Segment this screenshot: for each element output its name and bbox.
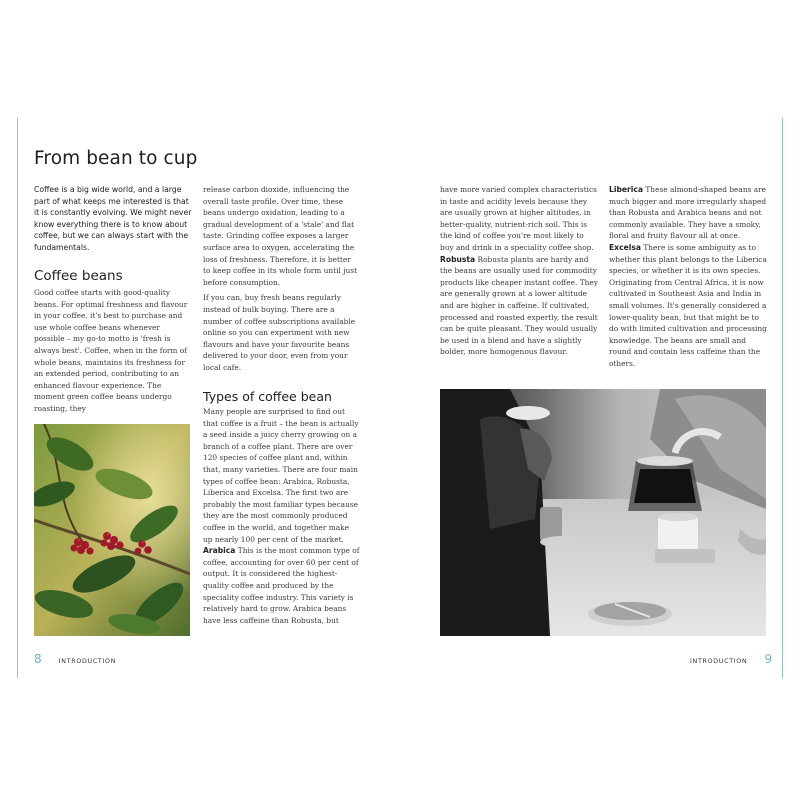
coffee-cherries-image — [34, 424, 190, 636]
coffee-beans-heading: Coffee beans — [34, 268, 123, 284]
running-head-left: INTRODUCTION — [58, 658, 117, 665]
excelsa-term: Excelsa — [609, 242, 641, 252]
right-column-1 — [440, 184, 598, 358]
excelsa-text: There is some ambiguity as to whether this plant belongs to the Liberica species, or whether it is its own species. Originating from Central Africa, it is now cultivated in Southeast Asia and India in small volumes. It's generally considered a lower-quality bean, but that might be to do with limited cultivation and processing knowledge. The beans are small and round and contain less caffeine than the others. — [609, 242, 767, 368]
robusta-paragraph — [440, 254, 598, 358]
column-2-paragraph-1: release carbon dioxide, influencing the overall taste profile. Over time, these beans undergo oxidation, leading to a gradual development of a 'stale' and flat taste. Grinding coffee exposes a larger surface area to oxygen, accelerating the loss of freshness. Therefore, it is better to keep coffee in its whole form until just before consumption. — [203, 185, 358, 287]
right-edge-rule — [782, 118, 783, 678]
left-folio — [34, 648, 116, 667]
intro-text: Coffee is a big wide world, and a large part of what keeps me interested is that it is constantly evolving. We might never know everything there is to know about coffee, but we can always start with the fundamentals. — [34, 185, 192, 252]
liberica-text: These almond-shaped beans are much bigger and more irregularly shaped than Robusta and Arabica beans and not commonly available. They have a smoky, floral and fruity flavour all at once. — [609, 185, 767, 241]
types-body — [203, 406, 360, 626]
right-folio — [690, 648, 772, 667]
left-edge-rule — [17, 118, 18, 678]
types-heading: Types of coffee bean — [203, 389, 332, 404]
liberica-paragraph — [609, 184, 767, 242]
pour-over-image — [440, 389, 766, 636]
page-number-right: 9 — [764, 652, 773, 666]
running-head-right: INTRODUCTION — [690, 658, 748, 665]
robusta-term: Robusta — [440, 254, 476, 264]
liberica-term: Liberica — [609, 185, 644, 194]
coffee-beans-text: Good coffee starts with good-quality beans. For optimal freshness and flavour in your coffee, it's best to purchase and use whole coffee beans whenever possible – my go-to motto is 'fresh is always best'. Coffee, when in the form of whole beans, maintains its freshness for an extended period, contributing to an enhanced flavour experience. The moment green coffee beans undergo roasting, they — [34, 288, 188, 413]
coffee-beans-body — [34, 287, 192, 415]
intro-paragraph — [34, 184, 192, 254]
arabica-term: Arabica — [203, 546, 236, 556]
coffee-cherries-photo — [34, 424, 190, 636]
right-column-2 — [609, 184, 767, 370]
page-title: From bean to cup — [34, 148, 198, 169]
robusta-text: Robusta plants are hardy and the beans are usually used for commodity products like cheaper instant coffee. They are generally grown at a lower altitude and are higher in caffeine. If cultivated, processed and roasted expertly, the result can be quite pleasant. They would usually be used in a blend and have a slightly bolder, more homogenous flavour. — [440, 254, 598, 357]
excelsa-paragraph — [609, 242, 767, 370]
column-2-text — [203, 184, 360, 374]
page-number-left: 8 — [34, 652, 42, 666]
arabica-text: This is the most common type of coffee, accounting for over 60 per cent of output. It is considered the highest-quality coffee and produced by the speciality coffee industry. This variety is relatively hard to grow. Arabica beans have less caffeine than Robusta, but — [203, 546, 360, 625]
arabica-continued: have more varied complex characteristics in taste and acidity levels because they are usually grown at higher altitudes, in better-quality, nutrient-rich soil. This is the kind of coffee you're most likely to buy and drink in a speciality coffee shop. — [440, 185, 597, 252]
arabica-paragraph — [203, 545, 360, 626]
types-text: Many people are surprised to find out that coffee is a fruit – the bean is actually a seed inside a juicy cherry growing on a branch of a coffee plant. There are over 120 species of coffee plant and, within that, many varieties. There are four main types of coffee bean: Arabica, Robusta, Liberica and Excelsa. The first two are probably the most familiar types because they are the most commonly produced coffee in the world, and together make up nearly 100 per cent of the market. — [203, 407, 359, 544]
pour-over-photo — [440, 389, 766, 636]
column-2-paragraph-2: If you can, buy fresh beans regularly instead of bulk buying. There are a number of coffee subscriptions available online so you can experiment with new flavours and have your favourite beans delivered to your door, even from your local cafe. — [203, 293, 356, 372]
